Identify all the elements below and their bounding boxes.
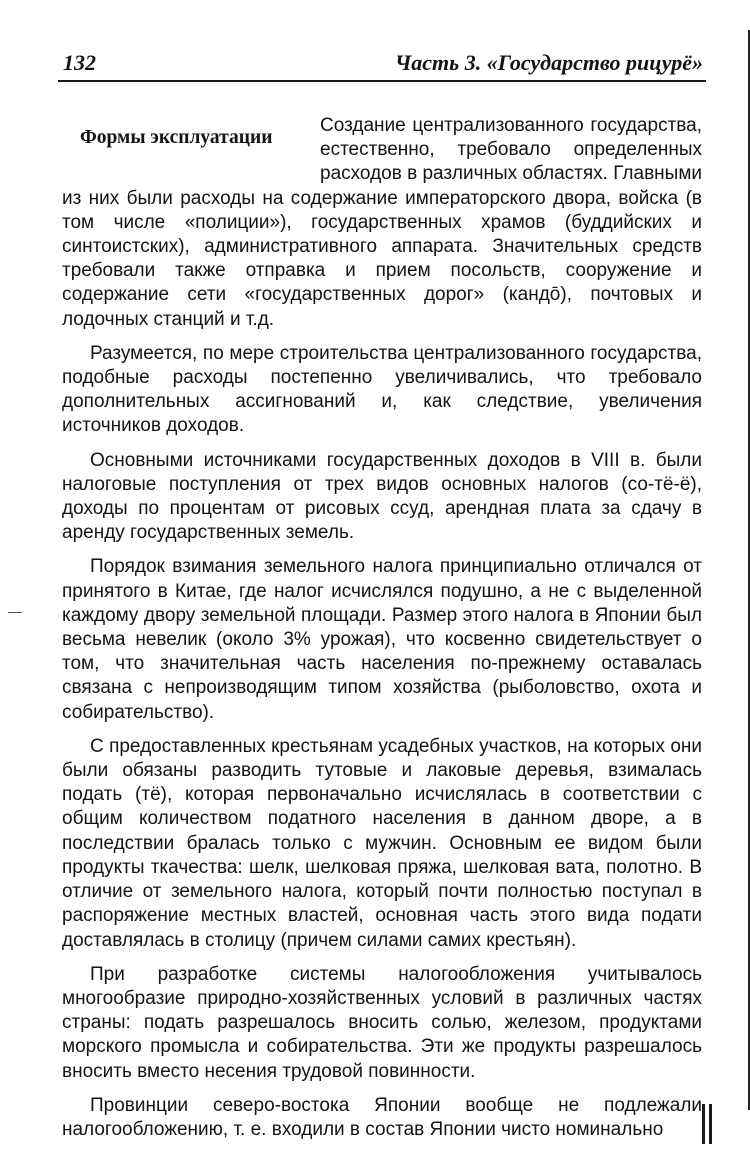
scan-edge-marks — [700, 1104, 720, 1144]
paragraph-7: Провинции северо-востока Японии вообще не подлежали налогообложению, т. е. входили в состав Японии чисто номинально — [62, 1094, 702, 1140]
paragraph-6: При разработке системы налогообложения учитывалось многообразие природно-хозяйственных условий в различных частях страны: подать разрешалось вносить солью, железом, продуктами морского промысла и собирательства. Эти же продукты разрешалось вносить вместо несения трудовой повинности. — [62, 963, 702, 1082]
section-sidehead: Формы эксплуатации — [80, 127, 273, 148]
body-text — [62, 114, 702, 1152]
running-title: Часть 3. «Государство рицурё» — [394, 50, 703, 75]
header-rule — [58, 80, 706, 82]
running-head — [63, 48, 703, 78]
paragraph-1: Создание централизованного государства, естественно, требовало определенных расходов в различных областях. Главными из них были расходы на содержание императорского двора, войска (в том числе «полиции»), государственных храмов (буддийских и синтоистских), административного аппарата. Значительных средств требовали также отправка и прием посольств, сооружение и содержание сети «государственных дорог» (кандō), почтовых и лодочных станций и т.д. — [62, 115, 703, 330]
page-number: 132 — [63, 50, 96, 75]
margin-mark — [8, 612, 22, 613]
paragraph-2: Разумеется, по мере строительства централизованного государства, подобные расходы постепенно увеличивались, что требовало дополнительных ассигнований и, как следствие, увеличения источников доходов. — [62, 342, 702, 437]
paragraph-5: С предоставленных крестьянам усадебных участков, на которых они были обязаны разводить тутовые и лаковые деревья, взималась подать (тё), которая первоначально исчислялась в соответствии с общим количеством податного населения в данном дворе, а в последствии бралась только с мужчин. Основным ее видом были продукты ткачества: шелк, шелковая пряжа, шелковая вата, полотно. В отличие от земельного налога, который почти полностью поступал в распоряжение местных властей, основная часть этого вида подати доставлялась в столицу (причем силами самих крестьян). — [62, 735, 702, 951]
paragraph-4: Порядок взимания земельного налога принципиально отличался от принятого в Китае, где налог исчислялся подушно, а не с выделенной каждому двору земельной площади. Размер этого налога в Японии был весьма невелик (около 3% урожая), что косвенно свидетельствует о том, что значительная часть населения по-прежнему оставалась связана с непроизводящим типом хозяйства (рыболовство, охота и собирательство). — [62, 556, 702, 723]
paragraph-3: Основными источниками государственных доходов в VIII в. были налоговые поступления от трех видов основных налогов (со-тё-ё), доходы по процентам от рисовых ссуд, арендная плата за сдачу в аренду государственных земель. — [62, 449, 702, 544]
